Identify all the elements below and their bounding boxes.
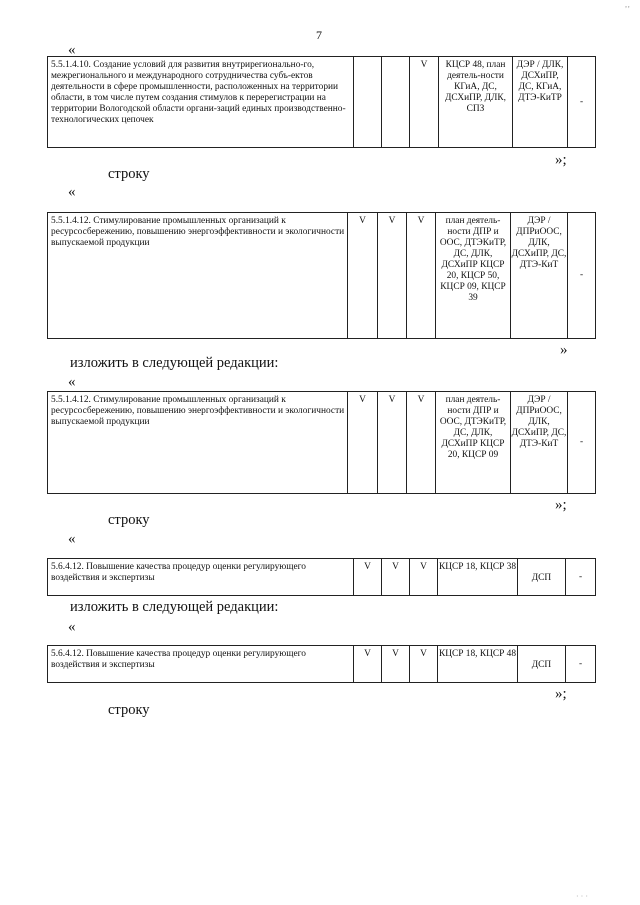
source-cell: КЦСР 18, КЦСР 38 [438, 559, 518, 596]
mark-cell: V [410, 559, 438, 596]
open-quote: « [68, 42, 76, 58]
instruction-line: строку [108, 702, 150, 718]
responsible-cell: ДЭР / ДПРиООС, ДЛК, ДСХиПР, ДС, ДТЭ-КиТ [511, 213, 568, 339]
mark-cell: V [410, 57, 439, 148]
corner-mark: ‚‚ [624, 0, 630, 9]
row-description: 5.6.4.12. Повышение качества процедур оценки регулирующего воздействия и экспертизы [48, 559, 354, 596]
instruction-line: строку [108, 512, 150, 528]
instruction-line: строку [108, 166, 150, 182]
mark-cell: V [354, 646, 382, 683]
page-number: 7 [316, 28, 322, 42]
dash-cell: - [568, 57, 596, 148]
source-cell: КЦСР 48, план деятель-ности КГиА, ДС, ДСХиПР, ДЛК, СПЗ [439, 57, 513, 148]
bottom-mark: · · · [576, 892, 588, 901]
row-description: 5.5.1.4.10. Создание условий для развития внутрирегионально-го, межрегионального и международного сотрудничества субъ-ектов деятельности в сфере промышленности, расположенных на территории области, в том числе путем создания стимулов к перерегистрации на территории Вологодской области органи-заций единых производственно-технологических цепочек [48, 57, 354, 148]
row-description: 5.5.1.4.12. Стимулирование промышленных организаций к ресурсосбережению, повышению энергоэффективности и экологичности выпускаемой продукции [48, 213, 348, 339]
row-description: 5.5.1.4.12. Стимулирование промышленных организаций к ресурсосбережению, повышению энергоэффективности и экологичности выпускаемой продукции [48, 392, 348, 494]
instruction-line: изложить в следующей редакции: [70, 355, 279, 371]
open-quote: « [68, 374, 76, 390]
close-quote: »; [555, 686, 567, 702]
responsible-cell: ДЭР / ДЛК, ДСХиПР, ДС, КГиА, ДТЭ-КиТР [513, 57, 568, 148]
source-cell: КЦСР 18, КЦСР 48 [438, 646, 518, 683]
mark-cell: V [348, 392, 378, 494]
responsible-cell: ДЭР / ДПРиООС, ДЛК, ДСХиПР, ДС, ДТЭ-КиТ [511, 392, 568, 494]
mark-cell: V [407, 213, 436, 339]
responsible-cell: ДСП [518, 559, 566, 596]
mark-cell [382, 57, 410, 148]
close-quote: » [560, 342, 568, 358]
source-cell: план деятель-ности ДПР и ООС, ДТЭКиТР, ДС, ДЛК, ДСХиПР КЦСР 20, КЦСР 09 [436, 392, 511, 494]
close-quote: »; [555, 497, 567, 513]
mark-cell: V [354, 559, 382, 596]
dash-cell: - [566, 646, 596, 683]
mark-cell: V [382, 646, 410, 683]
table-row [47, 391, 596, 494]
dash-cell: - [566, 559, 596, 596]
source-cell: план деятель-ности ДПР и ООС, ДТЭКиТР, ДС, ДЛК, ДСХиПР КЦСР 20, КЦСР 50, КЦСР 09, КЦСР 39 [436, 213, 511, 339]
mark-cell: V [348, 213, 378, 339]
table-row [47, 558, 596, 596]
mark-cell: V [382, 559, 410, 596]
table-row [47, 645, 596, 683]
instruction-line: изложить в следующей редакции: [70, 599, 279, 615]
row-description: 5.6.4.12. Повышение качества процедур оценки регулирующего воздействия и экспертизы [48, 646, 354, 683]
mark-cell: V [378, 392, 407, 494]
close-quote: »; [555, 152, 567, 168]
mark-cell [354, 57, 382, 148]
mark-cell: V [378, 213, 407, 339]
table-row [47, 56, 596, 148]
dash-cell: - [568, 213, 596, 339]
mark-cell: V [407, 392, 436, 494]
open-quote: « [68, 619, 76, 635]
dash-cell: - [568, 392, 596, 494]
open-quote: « [68, 531, 76, 547]
mark-cell: V [410, 646, 438, 683]
table-row [47, 212, 596, 339]
responsible-cell: ДСП [518, 646, 566, 683]
open-quote: « [68, 184, 76, 200]
